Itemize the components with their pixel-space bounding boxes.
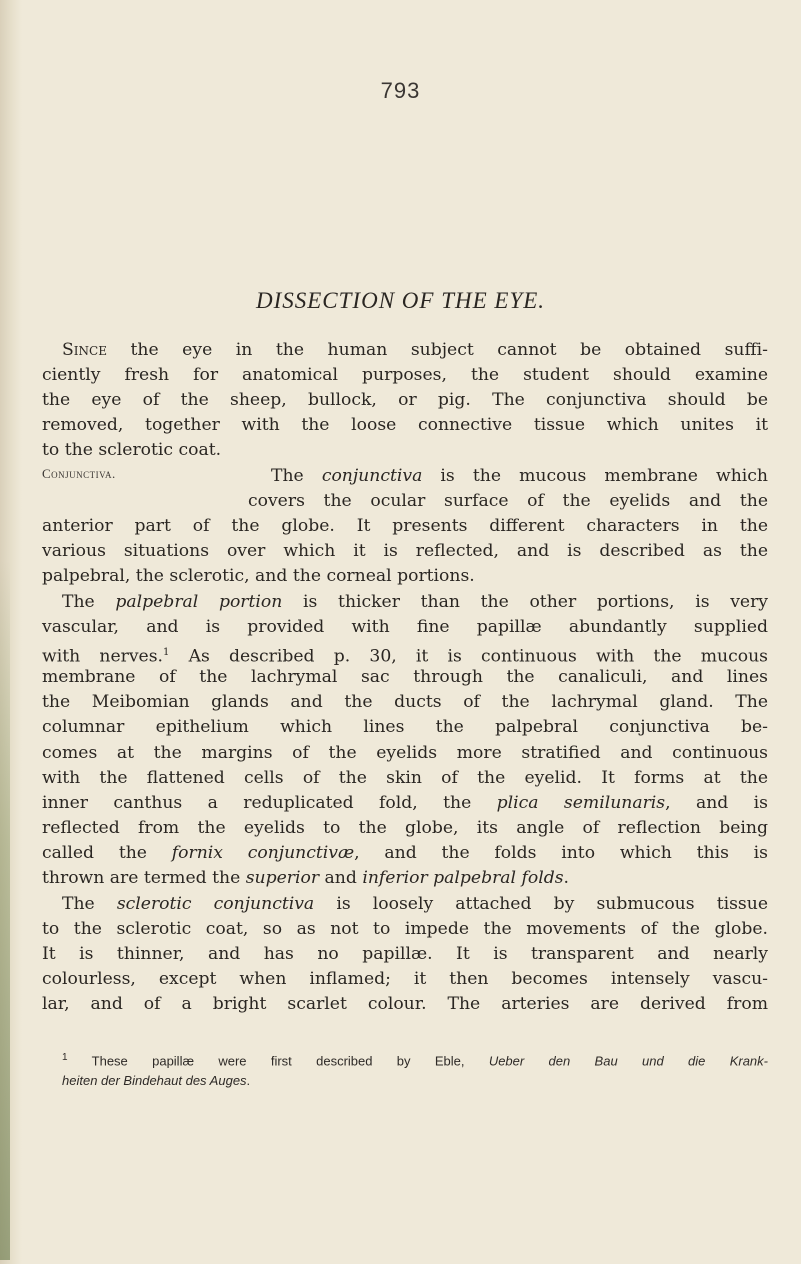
text-line: columnar epithelium which lines the palpebral conjunctiva be- (42, 717, 768, 738)
text-line: with the flattened cells of the skin of the eyelid. It forms at the (42, 767, 768, 788)
term-sclerotic-conjunctiva: sclerotic conjunctiva (116, 894, 315, 914)
margin-note: Conjunctiva. (42, 466, 116, 481)
text-line: the Meibomian glands and the ducts of the lachrymal gland. The (42, 692, 768, 713)
text-line: palpebral, the sclerotic, and the corneal portions. (42, 566, 475, 587)
footnote-line: $^1$ These papillæ were first described by Eble, Ueber den Bau und die Krank- (62, 1052, 768, 1069)
text-line: to the sclerotic coat. (42, 440, 222, 461)
term-inferior-palpebral-folds: inferior palpebral folds (362, 868, 564, 889)
text-line: reflected from the eyelids to the globe, its angle of reflection being (42, 817, 768, 838)
paragraph-conjunctiva (42, 464, 768, 589)
text-line: covers the ocular surface of the eyelids and the (248, 491, 768, 512)
text-line: inner canthus a reduplicated fold, the plica semilunaris, and is (42, 792, 769, 813)
text-line: ciently fresh for anatomical purposes, the student should examine (42, 365, 768, 386)
text-line: lar, and of a bright scarlet colour. The arteries are derived from (42, 994, 768, 1015)
term-fornix-conjunctivae: fornix conjunctivæ (171, 842, 355, 863)
text-line: It is thinner, and has no papillæ. It is transparent and nearly (42, 944, 768, 965)
text-line: with nerves.$^1$ As described p. 30, it is continuous with the mucous (42, 646, 768, 667)
text-line: called the fornix conjunctivæ, and the folds into which this is (42, 842, 768, 863)
footnote-marker: 1 (62, 1052, 68, 1063)
text-line: membrane of the lachrymal sac through the canaliculi, and lines (42, 667, 768, 688)
section-title: DISSECTION OF THE EYE. (255, 288, 546, 313)
term-conjunctiva: conjunctiva (321, 466, 423, 486)
term-superior: superior (245, 868, 320, 889)
text-line: colourless, except when inflamed; it then becomes intensely vascu- (42, 969, 768, 990)
page-edge-stain (0, 560, 10, 1260)
text-line: The sclerotic conjunctiva is loosely attached by submucous tissue (62, 894, 768, 914)
lead-word: Since (62, 340, 107, 360)
text-line: Since the eye in the human subject cannot be obtained suffi- (62, 340, 768, 360)
text-line: The conjunctiva is the mucous membrane which (271, 466, 768, 486)
footnote-ref: 1 (163, 647, 170, 659)
footnote (62, 1048, 768, 1091)
text-line: The palpebral portion is thicker than the other portions, is very (62, 592, 769, 612)
paragraph-sclerotic (42, 892, 768, 1017)
page-number: 793 (380, 78, 421, 103)
text-line: various situations over which it is reflected, and is described as the (42, 541, 768, 562)
paragraph-intro (42, 338, 768, 463)
term-palpebral-portion: palpebral portion (115, 592, 283, 612)
term-plica-semilunaris: plica semilunaris (496, 792, 666, 813)
text-line: vascular, and is provided with fine papillæ abundantly supplied (42, 617, 768, 638)
text-line: removed, together with the loose connective tissue which unites it (42, 415, 768, 436)
text-line: the eye of the sheep, bullock, or pig. The conjunctiva should be (42, 390, 768, 411)
text-line: comes at the margins of the eyelids more stratified and continuous (42, 742, 768, 763)
text-line: thrown are termed the superior and inferior palpebral folds. (42, 868, 570, 889)
text-line: anterior part of the globe. It presents different characters in the (42, 516, 768, 537)
text-line: to the sclerotic coat, so as not to impede the movements of the globe. (42, 919, 768, 940)
footnote-line: heiten der Bindehaut des Auges. (62, 1073, 251, 1089)
paragraph-palpebral (42, 590, 768, 891)
